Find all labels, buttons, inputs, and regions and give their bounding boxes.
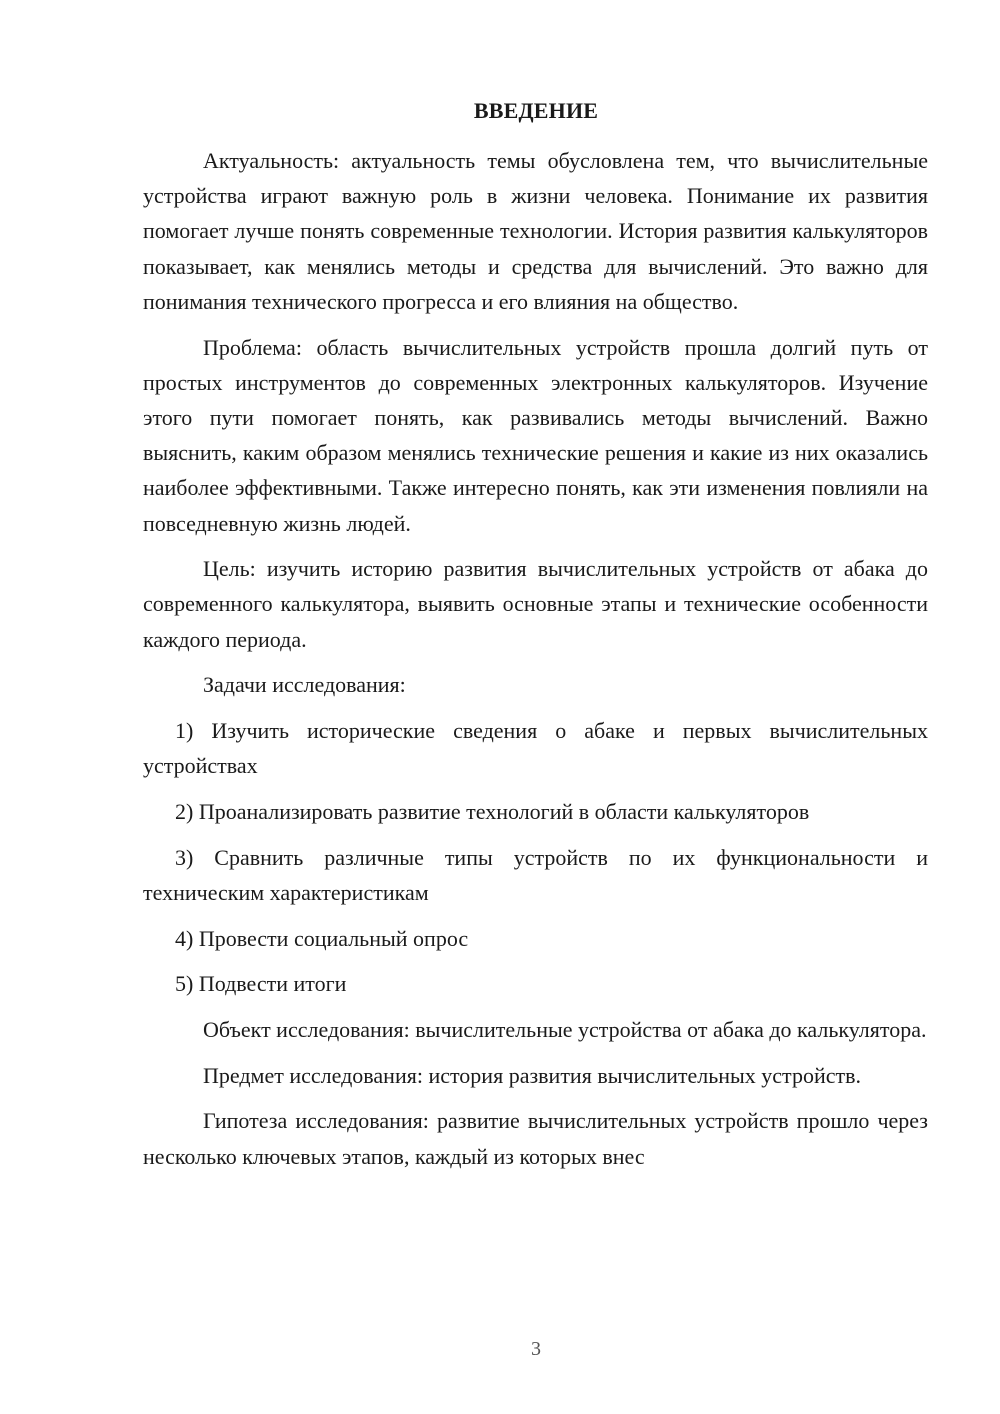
task-item-4: 4) Провести социальный опрос	[175, 925, 469, 951]
task-item-1: 1) Изучить исторические сведения о абаке и первых вычислительных устройствах	[143, 718, 928, 779]
page-number: 3	[531, 1338, 541, 1360]
task-item-2: 2) Проанализировать развитие технологий в области калькуляторов	[175, 798, 810, 824]
task-item-3: 3) Сравнить различные типы устройств по их функциональности и техническим характеристикам	[143, 844, 928, 905]
paragraph-goal: Цель: изучить историю развития вычислительных устройств от абака до современного калькулятора, выявить основные этапы и технические особенности каждого периода.	[143, 556, 928, 652]
paragraph-hypothesis: Гипотеза исследования: развитие вычислительных устройств прошло через несколько ключевых этапов, каждый из которых внес	[143, 1108, 928, 1169]
document-body	[143, 143, 928, 1174]
tasks-title: Задачи исследования:	[203, 672, 406, 698]
task-item-5: 5) Подвести итоги	[175, 971, 347, 997]
paragraph-relevance: Актуальность: актуальность темы обусловлена тем, что вычислительные устройства играют важную роль в жизни человека. Понимание их развития помогает лучше понять современные технологии. История развития калькуляторов показывает, как менялись методы и средства для вычислений. Это важно для понимания технического прогресса и его влияния на общество.	[143, 148, 928, 314]
paragraph-problem: Проблема: область вычислительных устройств прошла долгий путь от простых инструментов до современных электронных калькуляторов. Изучение этого пути помогает понять, как развивались методы вычислений. Важно выяснить, каким образом менялись технические решения и какие из них оказались наиболее эффективными. Также интересно понять, как эти изменения повлияли на повседневную жизнь людей.	[143, 334, 928, 536]
paragraph-subject: Предмет исследования: история развития вычислительных устройств.	[203, 1062, 861, 1088]
page-title: ВВЕДЕНИЕ	[473, 98, 599, 123]
paragraph-object: Объект исследования: вычислительные устройства от абака до калькулятора.	[203, 1016, 927, 1042]
